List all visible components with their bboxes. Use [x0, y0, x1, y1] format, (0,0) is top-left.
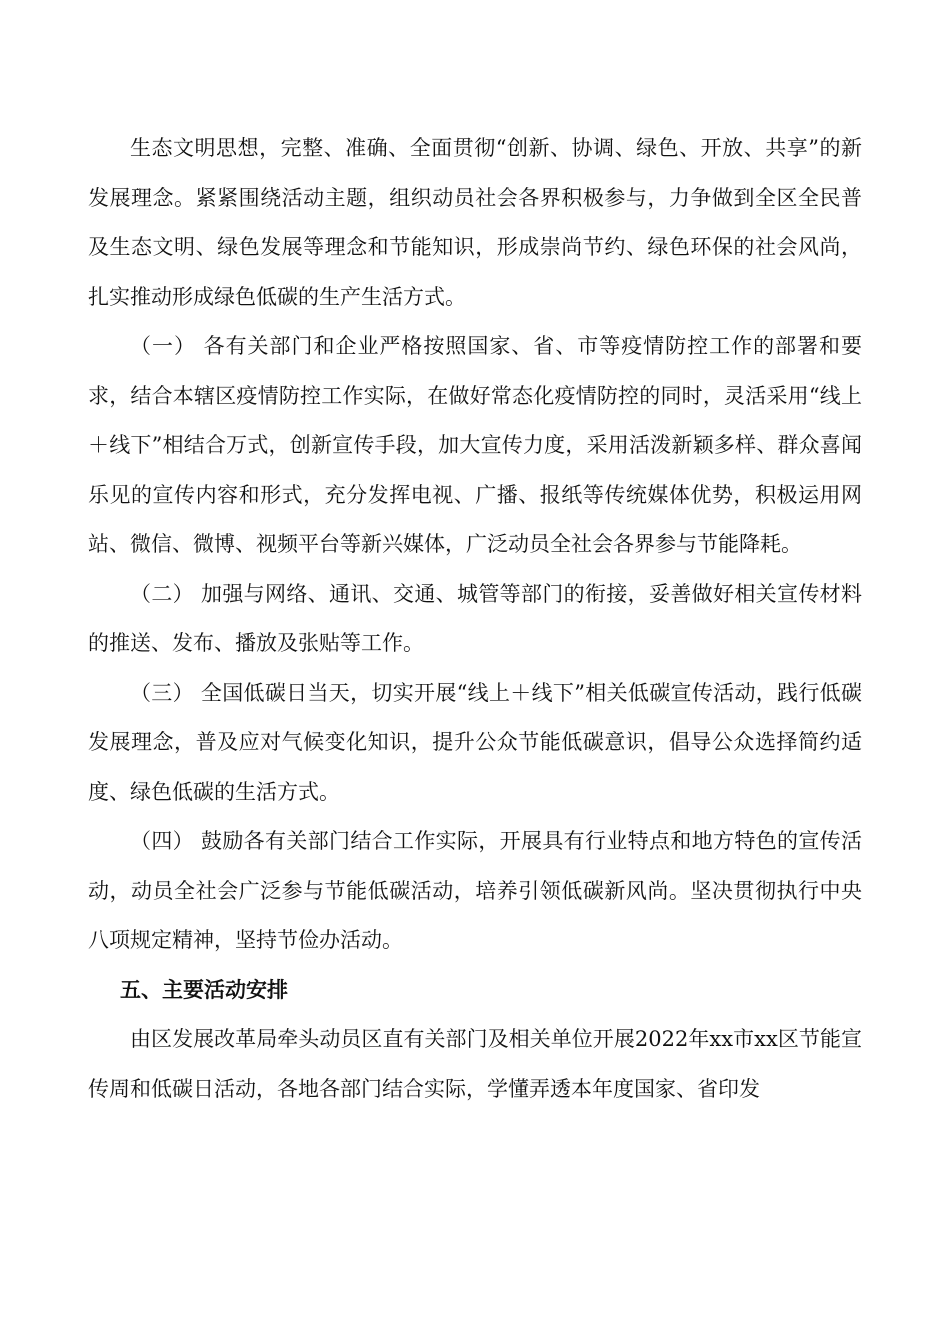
document-body [88, 124, 862, 1114]
paragraph-item-2: （二） 加强与网络、通讯、交通、城管等部门的衔接，妥善做好相关宣传材料的推送、发布、播放及张贴等工作。 [88, 581, 862, 655]
section-heading: 五、主要活动安排 [120, 977, 288, 1002]
paragraph-intro: 生态文明思想，完整、准确、全面贯彻“创新、协调、绿色、开放、共享”的新发展理念。紧紧围绕活动主题，组织动员社会各界积极参与，力争做到全区全民普及生态文明、绿色发展等理念和节能知识，形成崇尚节约、绿色环保的社会风尚，扎实推动形成绿色低碳的生产生活方式。 [88, 136, 862, 309]
paragraph-item-1: （一） 各有关部门和企业严格按照国家、省、市等疫情防控工作的部署和要求，结合本辖区疫情防控工作实际，在做好常态化疫情防控的同时，灵活采用“线上＋线下”相结合万式，创新宣传手段，加大宣传力度，采用活泼新颖多样、群众喜闻乐见的宣传内容和形式，充分发挥电视、广播、报纸等传统媒体优势，积极运用网站、微信、微博、视频平台等新兴媒体，广泛动员全社会各界参与节能降耗。 [88, 334, 862, 556]
paragraph-item-3: （三） 全国低碳日当天，切实开展“线上＋线下”相关低碳宣传活动，践行低碳发展理念，普及应对气候变化知识，提升公众节能低碳意识，倡导公众选择简约适度、绿色低碳的生活方式。 [88, 680, 862, 804]
paragraph-final: 由区发展改革局牵头动员区直有关部门及相关单位开展2022年xx市xx区节能宣传周和低碳日活动，各地各部门结合实际，学懂弄透本年度国家、省印发 [88, 1027, 862, 1101]
paragraph-item-4: （四） 鼓励各有关部门结合工作实际，开展具有行业特点和地方特色的宣传活动，动员全社会广泛参与节能低碳活动，培养引领低碳新风尚。坚决贯彻执行中央八项规定精神，坚持节俭办活动。 [88, 829, 862, 952]
